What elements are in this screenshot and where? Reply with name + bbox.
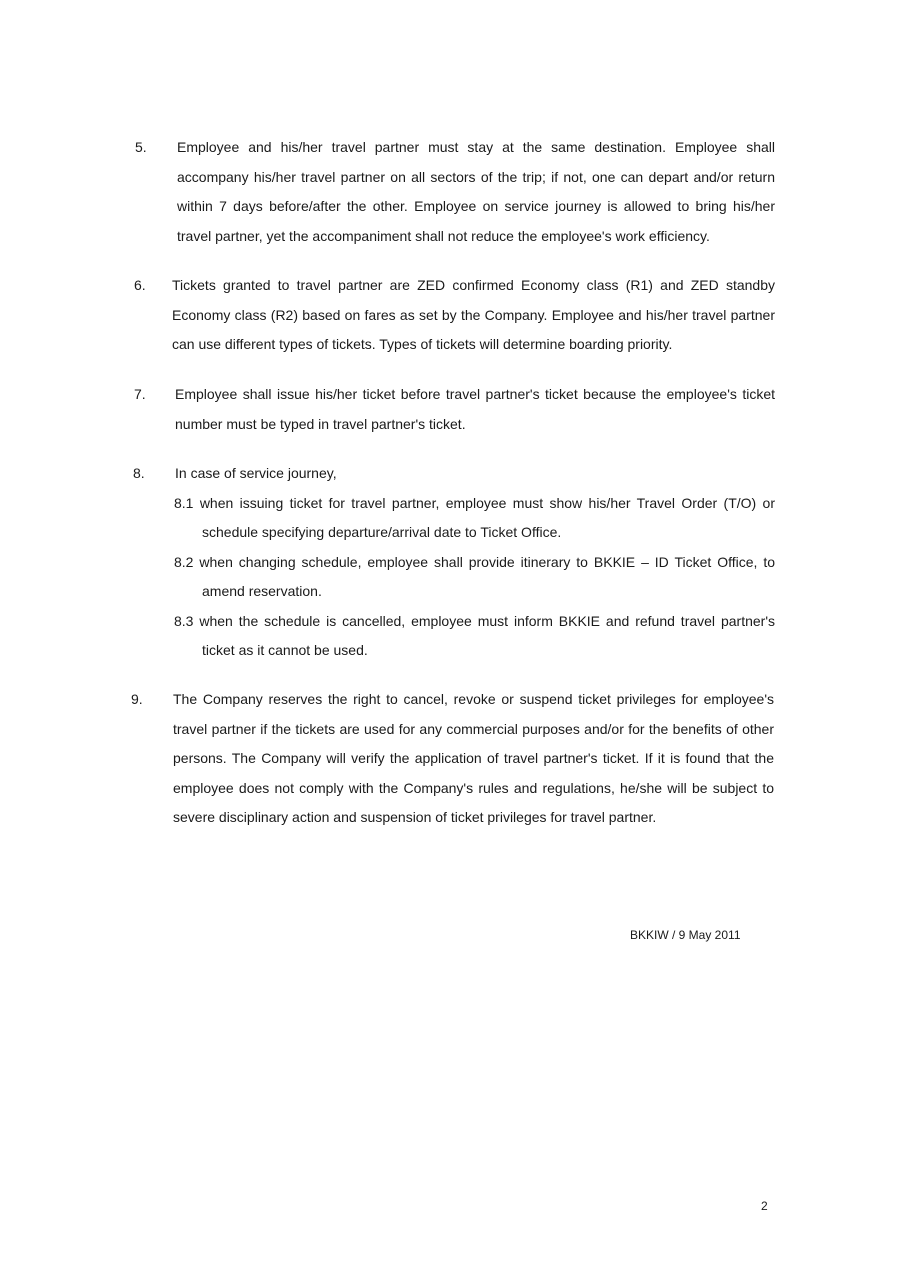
item-number: 5.	[135, 139, 147, 155]
document-reference: BKKIW / 9 May 2011	[630, 928, 741, 942]
sub-item-8-2: 8.2 when changing schedule, employee shall provide itinerary to BKKIE – ID Ticket Office, to amend reservation.	[174, 554, 775, 599]
item-text: Employee and his/her travel partner must stay at the same destination. Employee shall accompany his/her travel partner on all sectors of the trip; if not, one can depart and/or return within 7 days before/after the other. Employee on service journey is allowed to bring his/her travel partner, yet the accompaniment shall not reduce the employee's work efficiency.	[177, 139, 775, 244]
item-text: The Company reserves the right to cancel, revoke or suspend ticket privileges for employee's travel partner if the tickets are used for any commercial purposes and/or for the benefits of other persons. The Company will verify the application of travel partner's ticket. If it is found that the employee does not comply with the Company's rules and regulations, he/she will be subject to severe disciplinary action and suspension of ticket privileges for travel partner.	[173, 691, 774, 825]
page-number: 2	[761, 1199, 768, 1213]
item-number: 9.	[131, 691, 143, 707]
item-number: 6.	[134, 277, 146, 293]
item-number: 8.	[133, 465, 145, 481]
item-text: Employee shall issue his/her ticket before travel partner's ticket because the employee's ticket number must be typed in travel partner's ticket.	[175, 386, 775, 432]
sub-item-8-3: 8.3 when the schedule is cancelled, employee must inform BKKIE and refund travel partner's ticket as it cannot be used.	[174, 613, 775, 658]
item-number: 7.	[134, 386, 146, 402]
sub-item-8-1: 8.1 when issuing ticket for travel partner, employee must show his/her Travel Order (T/O) or schedule specifying departure/arrival date to Ticket Office.	[174, 495, 775, 540]
item-text: In case of service journey,	[175, 465, 337, 481]
item-text: Tickets granted to travel partner are ZED confirmed Economy class (R1) and ZED standby Economy class (R2) based on fares as set by the Company. Employee and his/her travel partner can use different types of tickets. Types of tickets will determine boarding priority.	[172, 277, 775, 352]
